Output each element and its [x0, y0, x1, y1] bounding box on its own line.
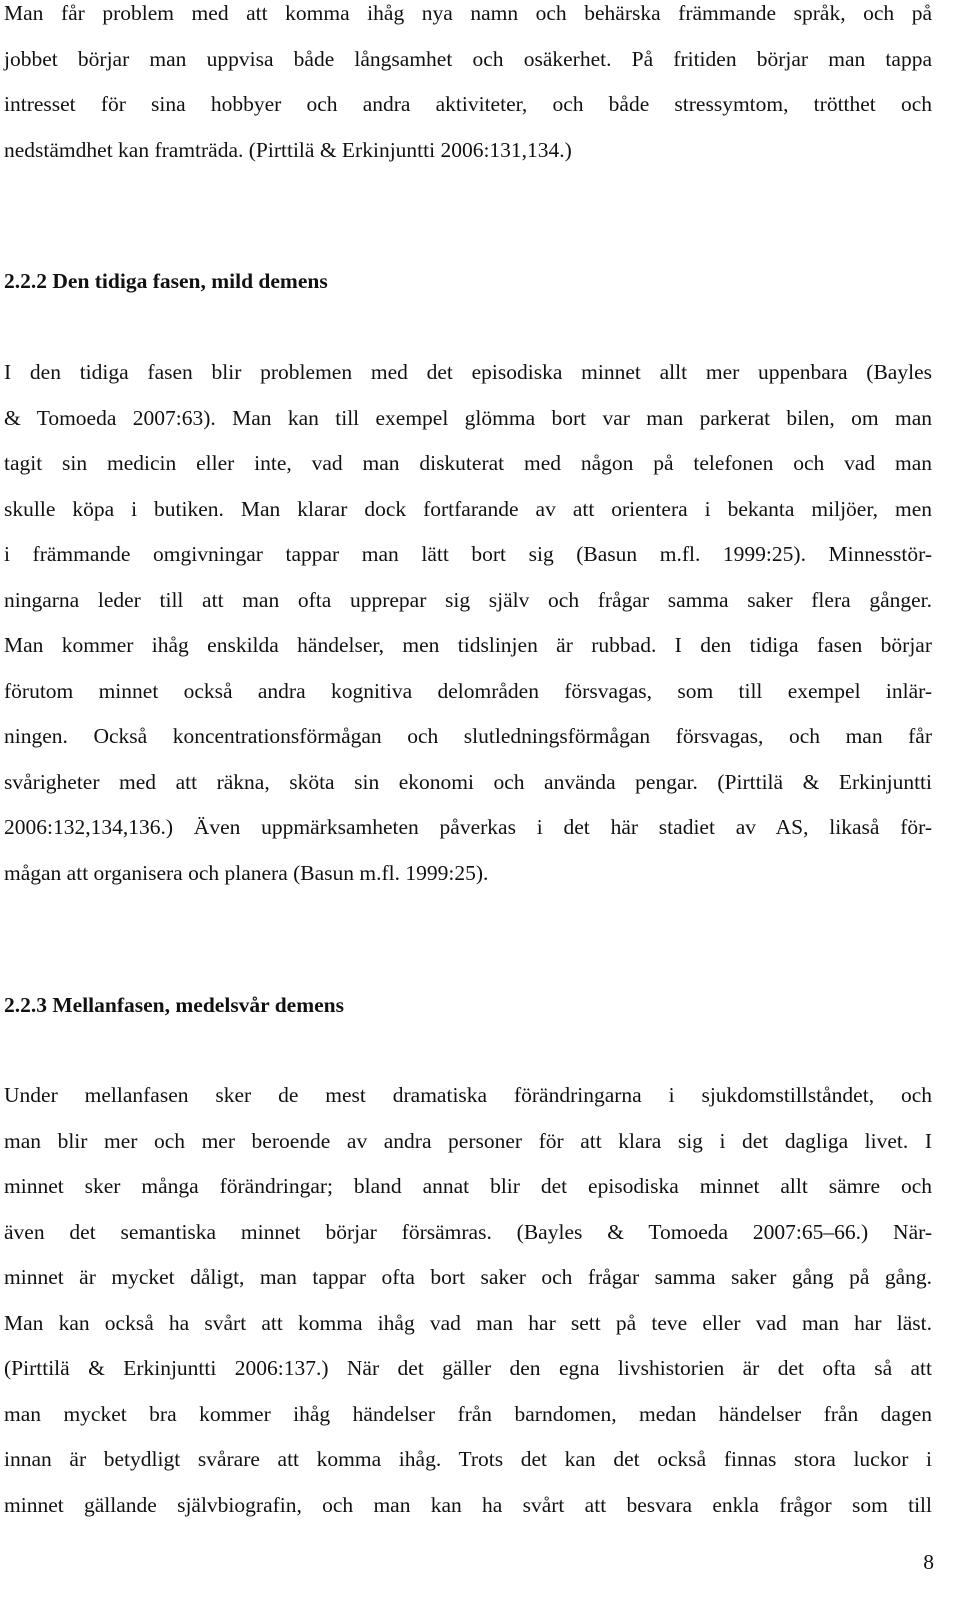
- text-line: tagit sin medicin eller inte, vad man diskuterat med någon på telefonen och vad man: [4, 451, 932, 475]
- middle-phase-paragraph: [4, 1073, 932, 1528]
- text-line: Man kommer ihåg enskilda händelser, men tidslinjen är rubbad. I den tidiga fasen börjar: [4, 633, 932, 657]
- text-line: Man kan också ha svårt att komma ihåg vad man har sett på teve eller vad man har läst.: [4, 1310, 932, 1335]
- text-line: minnet är mycket dåligt, man tappar ofta bort saker och frågar samma saker gång på gång.: [4, 1265, 932, 1289]
- section-heading-middle-phase: 2.2.3 Mellanfasen, medelsvår demens: [4, 993, 344, 1017]
- text-line: innan är betydligt svårare att komma ihåg. Trots det kan det också finnas stora luckor i: [4, 1447, 932, 1471]
- text-line: i främmande omgivningar tappar man lätt bort sig (Basun m.fl. 1999:25). Minnesstör-: [4, 542, 932, 566]
- text-line: Under mellanfasen sker de mest dramatiska förändringarna i sjukdomstillståndet, och: [4, 1083, 932, 1107]
- text-line: förutom minnet också andra kognitiva delområden försvagas, som till exempel inlär-: [4, 678, 932, 703]
- text-line: Man får problem med att komma ihåg nya namn och behärska främmande språk, och på: [4, 1, 932, 25]
- text-line: minnet gällande självbiografin, och man kan ha svårt att besvara enkla frågor som till: [4, 1492, 932, 1517]
- text-line: nedstämdhet kan framträda. (Pirttilä & Erkinjuntti 2006:131,134.): [4, 137, 572, 162]
- page-number: 8: [923, 1550, 934, 1574]
- text-line: minnet sker många förändringar; bland annat blir det episodiska minnet allt sämre och: [4, 1174, 932, 1198]
- text-line: I den tidiga fasen blir problemen med det episodiska minnet allt mer uppenbara (Bayles: [4, 360, 932, 384]
- text-line: intresset för sina hobbyer och andra aktiviteter, och både stressymtom, trötthet och: [4, 92, 932, 116]
- text-line: ningarna leder till att man ofta upprepar sig själv och frågar samma saker flera gånger.: [4, 587, 932, 612]
- text-line: skulle köpa i butiken. Man klarar dock fortfarande av att orientera i bekanta miljöer, men: [4, 496, 932, 521]
- text-line: man mycket bra kommer ihåg händelser från barndomen, medan händelser från dagen: [4, 1401, 932, 1426]
- early-phase-paragraph: [4, 350, 932, 896]
- text-line: 2006:132,134,136.) Även uppmärksamheten påverkas i det här stadiet av AS, likaså för-: [4, 815, 932, 839]
- text-line: & Tomoeda 2007:63). Man kan till exempel glömma bort var man parkerat bilen, om man: [4, 405, 932, 430]
- text-line: även det semantiska minnet börjar försämras. (Bayles & Tomoeda 2007:65–66.) När-: [4, 1219, 932, 1244]
- text-line: jobbet börjar man uppvisa både långsamhet och osäkerhet. På fritiden börjar man tappa: [4, 46, 932, 71]
- text-line: svårigheter med att räkna, sköta sin ekonomi och använda pengar. (Pirttilä & Erkinjuntti: [4, 769, 932, 794]
- text-line: ningen. Också koncentrationsförmågan och slutledningsförmågan försvagas, och man får: [4, 724, 932, 748]
- text-line: man blir mer och mer beroende av andra personer för att klara sig i det dagliga livet. I: [4, 1128, 932, 1153]
- section-heading-early-phase: 2.2.2 Den tidiga fasen, mild demens: [4, 269, 328, 293]
- intro-paragraph: [4, 0, 932, 173]
- text-line: mågan att organisera och planera (Basun m.fl. 1999:25).: [4, 860, 489, 885]
- text-line: (Pirttilä & Erkinjuntti 2006:137.) När det gäller den egna livshistorien är det ofta så att: [4, 1356, 932, 1380]
